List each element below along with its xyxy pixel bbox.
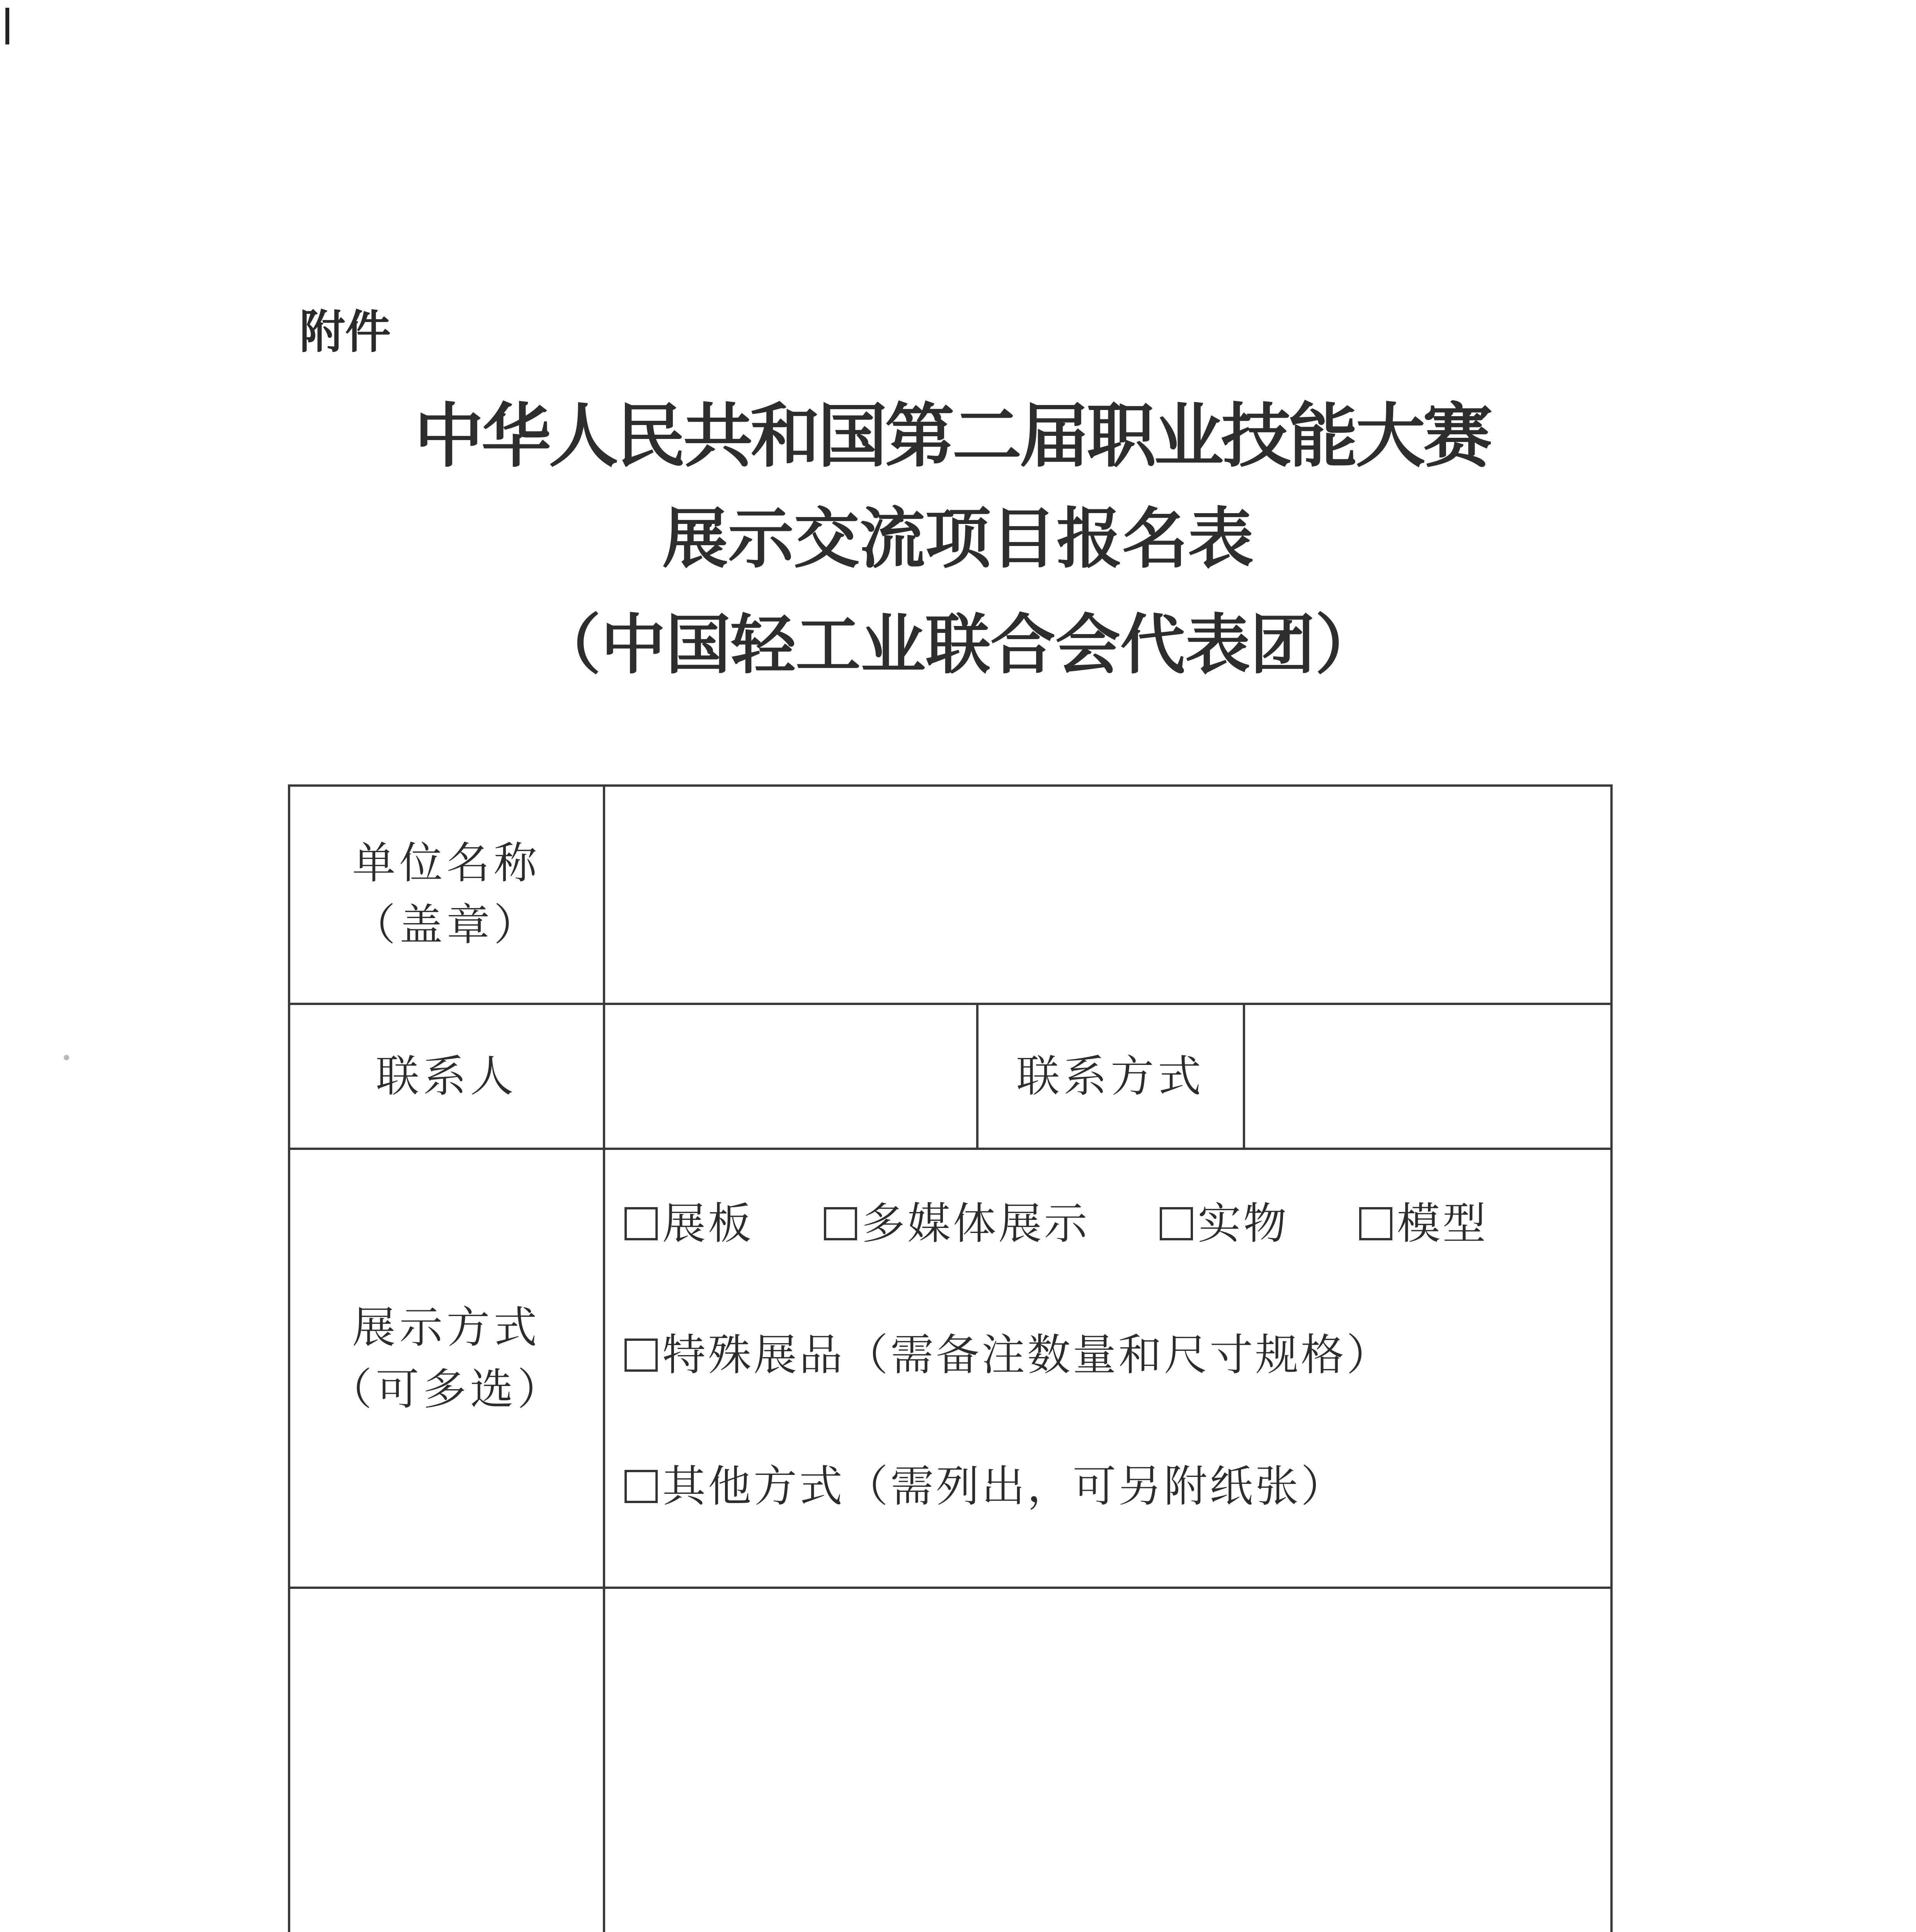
checkbox-icon[interactable] (624, 1207, 658, 1240)
unit-name-label-cell (290, 832, 603, 956)
form-title-line-3: （中国轻工业联合会代表团） (536, 607, 1380, 683)
display-options-row-1 (624, 1199, 1488, 1249)
attachment-label: 附件 (299, 305, 391, 359)
contact-person-label: 联系人 (376, 1051, 517, 1102)
option-model-label: 模型 (1397, 1199, 1488, 1249)
form-title-line-1: 中华人民共和国第二届职业技能大赛 (414, 396, 1490, 477)
unit-name-label: 单位名称 (352, 838, 541, 888)
display-method-label: 展示方式 (352, 1303, 541, 1353)
option-model[interactable] (1359, 1199, 1488, 1249)
option-panel[interactable] (624, 1199, 754, 1249)
checkbox-icon[interactable] (824, 1207, 857, 1240)
contact-method-label: 联系方式 (1016, 1051, 1205, 1102)
remarks-field[interactable] (605, 1589, 1610, 1932)
checkbox-icon[interactable] (1160, 1207, 1193, 1240)
option-other-method-label: 其他方式（需列出，可另附纸张） (662, 1461, 1346, 1512)
checkbox-icon[interactable] (1359, 1207, 1392, 1240)
form-title-line-2: 展示交流项目报名表 (662, 501, 1254, 577)
contact-person-field[interactable] (605, 1005, 976, 1148)
unit-name-seal-note: （盖章） (352, 900, 541, 950)
display-method-multi-note: （可多选） (328, 1364, 565, 1415)
display-method-label-cell (290, 1297, 603, 1420)
registration-form-table (288, 784, 1613, 1932)
checkbox-icon[interactable] (624, 1470, 658, 1503)
contact-method-field[interactable] (1245, 1005, 1610, 1148)
option-other-method[interactable] (624, 1461, 1346, 1512)
scan-speck (64, 1055, 69, 1060)
option-physical-label: 实物 (1198, 1199, 1289, 1249)
option-physical[interactable] (1160, 1199, 1289, 1249)
row-divider (290, 1148, 1610, 1150)
option-multimedia[interactable] (824, 1199, 1090, 1249)
option-multimedia-label: 多媒体展示 (861, 1199, 1090, 1249)
scan-edge-mark (5, 8, 9, 44)
checkbox-icon[interactable] (624, 1338, 658, 1372)
option-special-exhibit-label: 特殊展品（需备注数量和尺寸规格） (662, 1330, 1392, 1380)
display-options-row-3 (624, 1461, 1346, 1512)
display-options-row-2 (624, 1330, 1392, 1380)
option-panel-label: 展板 (662, 1199, 754, 1249)
unit-name-value-field[interactable] (605, 787, 1610, 1003)
option-special-exhibit[interactable] (624, 1330, 1392, 1380)
